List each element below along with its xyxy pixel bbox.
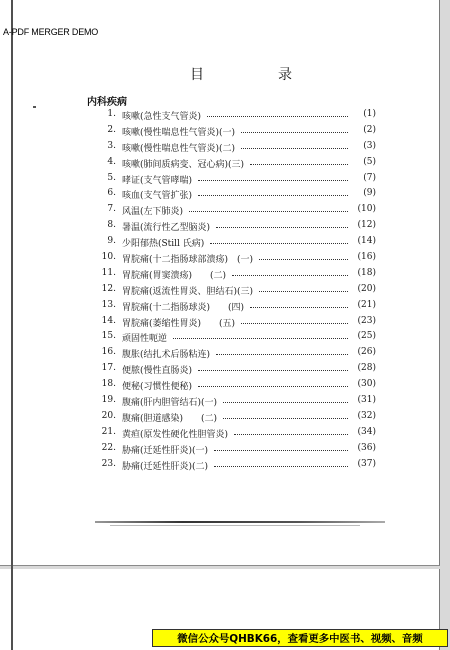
toc-entry-page: (20)	[348, 284, 376, 294]
toc-entry[interactable]	[101, 267, 376, 283]
toc-entry-page: (3)	[348, 141, 376, 151]
toc-leader-dots	[173, 338, 348, 339]
toc-entry-number: 21.	[101, 426, 116, 437]
toc-entry-number: 11.	[101, 267, 116, 278]
toc-leader-dots	[189, 211, 348, 212]
toc-entry-title: 便脓(慢性直肠炎)	[122, 366, 193, 377]
toc-entry[interactable]	[101, 378, 376, 394]
toc-entry[interactable]	[104, 172, 376, 188]
toc-leader-dots	[214, 450, 348, 451]
toc-entry-title: 咳嗽(慢性喘息性气管炎)(二)	[122, 143, 236, 154]
toc-leader-dots	[198, 180, 348, 181]
toc-entry[interactable]	[104, 187, 376, 203]
toc-entry-page: (30)	[348, 379, 376, 389]
toc-entry[interactable]	[101, 362, 376, 378]
toc-entry[interactable]	[101, 346, 376, 362]
toc-entry-number: 14.	[101, 315, 116, 326]
toc-entry-title: 便秘(习惯性便秘)	[122, 382, 193, 393]
toc-leader-dots	[198, 386, 348, 387]
toc-leader-dots	[250, 164, 348, 165]
toc-leader-dots	[216, 354, 348, 355]
toc-entry[interactable]	[101, 330, 376, 346]
toc-entry-number: 13.	[101, 299, 116, 310]
toc-entry-number: 6.	[107, 188, 116, 199]
toc-leader-dots	[198, 370, 348, 371]
toc-entry-number: 2.	[107, 124, 116, 135]
toc-entry-number: 3.	[107, 140, 116, 151]
toc-entry-page: (14)	[348, 236, 376, 246]
toc-entry-page: (25)	[348, 331, 376, 341]
toc-entry-page: (10)	[348, 204, 376, 214]
toc-leader-dots	[223, 418, 348, 419]
section-heading: 内科疾病	[87, 97, 127, 108]
toc-entry-page: (26)	[348, 347, 376, 357]
toc-entry-title: 胃脘痛(十二指肠球炎) (四)	[122, 302, 245, 313]
toc-entry-title: 咳嗽(急性支气管炎)	[122, 112, 202, 122]
toc-entry[interactable]	[101, 299, 376, 315]
toc-leader-dots	[250, 307, 348, 308]
toc-leader-dots	[259, 291, 348, 292]
toc-entry-title: 咳嗽(慢性喘息性气管炎)(一)	[122, 127, 236, 138]
toc-entry[interactable]	[101, 394, 376, 410]
toc-entry[interactable]	[101, 426, 376, 442]
toc-entry-title: 咳嗽(肺间质病变、冠心病)(三)	[122, 159, 245, 170]
toc-leader-dots	[234, 434, 348, 435]
toc-entry-page: (16)	[348, 252, 376, 262]
toc-entry-page: (31)	[348, 395, 376, 405]
toc-entry-title: 胃脘痛(十二指肠球部溃疡) (一)	[122, 255, 254, 266]
toc-entry-number: 10.	[101, 252, 116, 263]
toc-leader-dots	[216, 227, 348, 228]
toc-entry-title: 顽固性呃逆	[122, 334, 168, 345]
toc-entry-title: 胁痛(迁延性肝炎)(一)	[122, 445, 209, 456]
toc-entry-title: 咳血(支气管扩张)	[122, 191, 193, 202]
toc-entry-page: (21)	[348, 300, 376, 310]
toc-entry[interactable]	[104, 156, 376, 172]
toc-entry-title: 少阳郁热(Still 氏病)	[122, 239, 205, 250]
toc-entry-page: (18)	[348, 268, 376, 278]
bottom-rule	[95, 521, 385, 523]
toc-entry-page: (34)	[348, 427, 376, 437]
toc-entry[interactable]	[101, 251, 376, 267]
toc-entry-number: 15.	[101, 331, 116, 342]
toc-entry-number: 8.	[107, 220, 116, 231]
toc-leader-dots	[198, 195, 348, 196]
toc-entry-title: 腹胀(结扎术后肠粘连)	[122, 350, 211, 361]
toc-entry[interactable]	[101, 458, 376, 474]
toc-entry-title: 哮证(支气管哮喘)	[122, 175, 193, 186]
toc-entry-title: 胃脘痛(萎缩性胃炎) (五)	[122, 318, 236, 329]
toc-entry-page: (2)	[348, 125, 376, 135]
toc-entry-number: 23.	[101, 458, 116, 469]
toc-leader-dots	[241, 148, 348, 149]
toc-entry-title: 腹痛(肝内胆管结石)(一)	[122, 398, 218, 409]
toc-entry[interactable]	[101, 442, 376, 458]
toc-entry[interactable]	[104, 235, 376, 251]
toc-entry-number: 18.	[101, 379, 116, 390]
toc-entry-title: 黄疸(原发性硬化性胆管炎)	[122, 429, 229, 440]
toc-entry[interactable]	[104, 203, 376, 219]
toc-leader-dots	[214, 466, 348, 467]
toc-entry[interactable]	[101, 410, 376, 426]
toc-entry-page: (7)	[348, 173, 376, 183]
toc-entry-page: (23)	[348, 316, 376, 326]
toc-leader-dots	[241, 323, 348, 324]
toc-entry-page: (32)	[348, 411, 376, 421]
toc-entry[interactable]	[104, 124, 376, 140]
toc-leader-dots	[232, 275, 348, 276]
toc-entry[interactable]	[104, 108, 376, 124]
toc-leader-dots	[223, 402, 348, 403]
toc-entry-title: 胃脘痛(返流性胃炎、胆结石)(三)	[122, 286, 254, 297]
toc-entry-title: 风温(左下肺炎)	[122, 207, 184, 218]
toc-entry-page: (9)	[348, 188, 376, 198]
page-left-edge	[11, 0, 13, 650]
toc-entry[interactable]	[104, 219, 376, 235]
toc-leader-dots	[207, 116, 348, 117]
demo-watermark-label: A-PDF MERGER DEMO	[3, 27, 99, 37]
toc-leader-dots	[259, 259, 348, 260]
toc-entry-number: 17.	[101, 363, 116, 374]
toc-entry-number: 5.	[107, 172, 116, 183]
toc-entry[interactable]	[101, 315, 376, 331]
toc-entry-page: (12)	[348, 220, 376, 230]
bottom-rule-shadow	[110, 525, 360, 526]
toc-entry-page: (1)	[348, 109, 376, 119]
page-title: 目 录	[190, 67, 322, 83]
toc-entry-number: 7.	[107, 204, 116, 215]
toc-entry-number: 9.	[107, 236, 116, 247]
toc-entry-number: 4.	[107, 156, 116, 167]
toc-entry-page: (28)	[348, 363, 376, 373]
toc-leader-dots	[210, 243, 348, 244]
toc-entry-number: 22.	[101, 442, 116, 453]
toc-entry-page: (37)	[348, 459, 376, 469]
toc-entry-title: 腹痛(胆道感染) (二)	[122, 413, 218, 424]
toc-entry[interactable]	[101, 283, 376, 299]
toc-entry[interactable]	[104, 140, 376, 156]
toc-entry-title: 胁痛(迁延性肝炎)(二)	[122, 461, 209, 472]
toc-entry-number: 16.	[101, 347, 116, 358]
toc-entry-number: 1.	[107, 109, 116, 119]
promo-banner[interactable]: 微信公众号QHBK66，查看更多中医书、视频、音频	[152, 629, 448, 647]
toc-entry-title: 胃脘痛(胃窦溃疡) (二)	[122, 270, 227, 281]
toc-entry-number: 20.	[101, 410, 116, 421]
toc-entry-title: 暑温(流行性乙型脑炎)	[122, 223, 211, 234]
toc-entry-number: 12.	[101, 283, 116, 294]
toc-entry-number: 19.	[101, 395, 116, 406]
scan-mark	[33, 106, 36, 108]
toc-entry-page: (5)	[348, 157, 376, 167]
toc-entry-page: (36)	[348, 443, 376, 453]
table-of-contents	[101, 108, 376, 473]
toc-leader-dots	[241, 132, 348, 133]
